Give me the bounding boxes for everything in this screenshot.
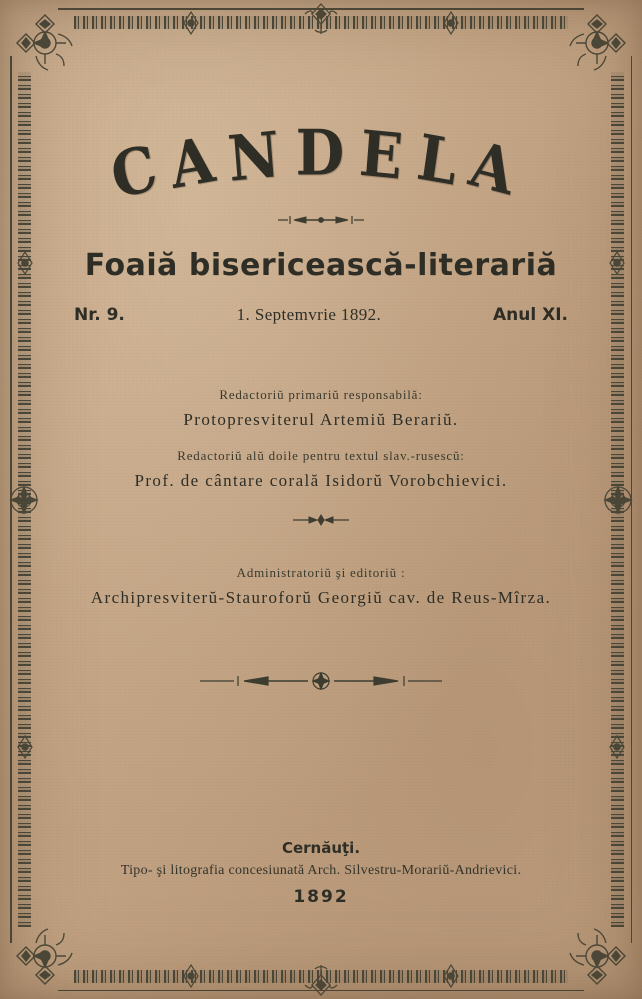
subtitle: Foaiă bisericească-literariă (84, 248, 558, 283)
medallion-ornament-icon (2, 478, 46, 522)
masthead-letter: L (412, 120, 478, 204)
corner-rosette-icon (566, 12, 628, 74)
credit-name: Protopresviterul Artemiŭ Berariŭ. (183, 410, 459, 429)
medallion-ornament-icon (299, 955, 343, 999)
imprint-city: Cernăuţi. (281, 839, 361, 857)
masthead-letter: A (463, 126, 537, 214)
rail-node-icon (10, 732, 40, 762)
rail-node-icon (602, 732, 632, 762)
rail-node-icon (602, 248, 632, 278)
masthead-letter: A (165, 120, 235, 204)
page-title (70, 116, 572, 215)
corner-rosette-icon (566, 925, 628, 987)
issue-line (70, 305, 572, 325)
administration-name: Archipresviterŭ-Stauroforŭ Georgiŭ cav. de Reus-Mîrza. (90, 588, 552, 607)
credit-role: Redactoriŭ primariŭ responsabilă: (219, 387, 423, 402)
issue-date: 1. Septemvrie 1892. (236, 305, 382, 324)
rail-node-icon (436, 8, 466, 38)
masthead-letter: E (357, 116, 422, 197)
rail-node-icon (176, 961, 206, 991)
cover-content (70, 90, 572, 690)
imprint-section (70, 839, 572, 907)
corner-rosette-icon (14, 925, 76, 987)
rail-node-icon (176, 8, 206, 38)
medallion-ornament-icon (596, 478, 640, 522)
corner-rosette-icon (14, 12, 76, 74)
credit-role: Redactoriŭ alŭ doile pentru textul slav.-rusescŭ: (177, 448, 465, 463)
credits-section (70, 387, 572, 491)
administration-section (70, 565, 572, 608)
fleuron-rule-small (276, 212, 366, 222)
credit-block-editor-in-chief (70, 387, 572, 430)
rail-node-icon (436, 961, 466, 991)
issue-year: Anul XI. (492, 305, 568, 325)
masthead-letter: N (225, 116, 299, 197)
imprint-year: 1892 (293, 887, 349, 907)
masthead-letter: D (295, 116, 361, 190)
masthead-letter: C (105, 126, 180, 215)
administration-role: Administratoriŭ şi editoriŭ : (236, 565, 406, 580)
imprint-printer: Tipo- şi litografia concesiunată Arch. Silvestru-Morariŭ-Andrievici. (120, 863, 522, 878)
medallion-ornament-icon (299, 0, 343, 44)
fleuron-rule-mid (291, 513, 351, 525)
credit-block-second-editor (70, 448, 572, 491)
credit-name: Prof. de cântare corală Isidorŭ Vorobchievici. (134, 471, 508, 490)
fleuron-rule-large (196, 672, 446, 690)
issue-number: Nr. 9. (74, 305, 125, 325)
rail-node-icon (10, 248, 40, 278)
